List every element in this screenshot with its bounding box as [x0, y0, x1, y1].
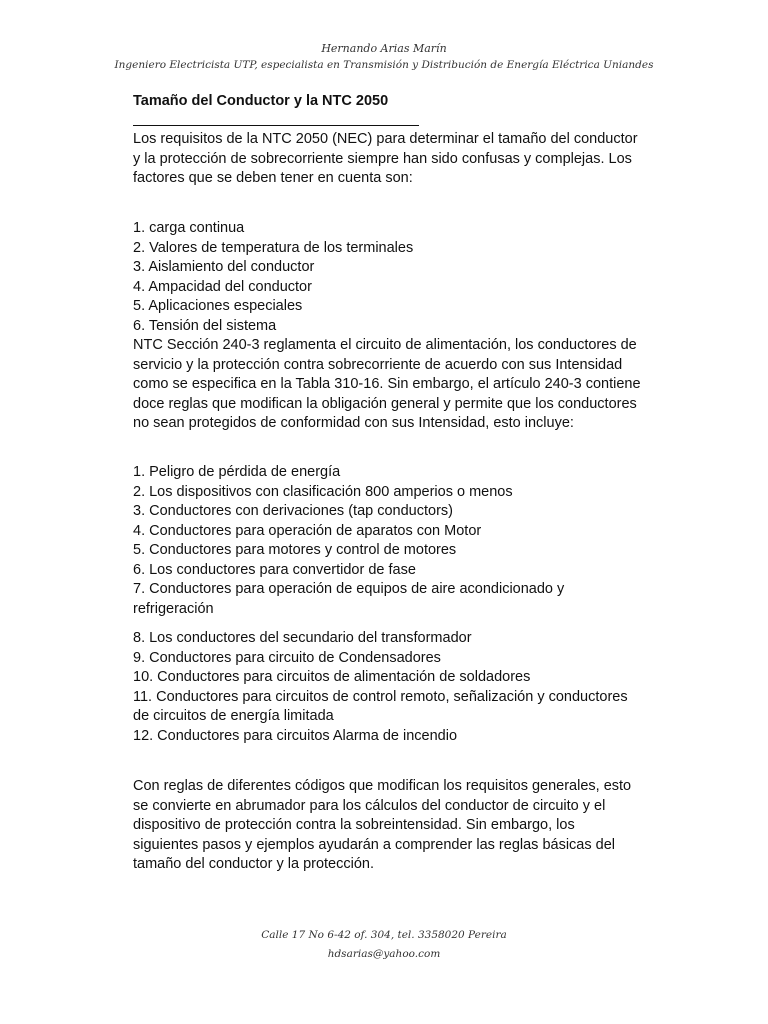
section-paragraph: NTC Sección 240-3 reglamenta el circuito de alimentación, los conductores de servicio y la protección contra sobrecorriente de acuerdo con sus Intensidad como se especifica en la Tabla 310-16. Sin embargo, el artículo 240-3 contiene doce reglas que modifican la obligación general y permite que los conductores no sean protegidos de conformidad con sus Intensidad, esto incluye: — [133, 337, 641, 431]
list-item: 8. Los conductores del secundario del transformador — [133, 630, 472, 646]
footer-email: hdsarias@yahoo.com — [327, 948, 441, 960]
list-item: 5. Conductores para motores y control de motores — [133, 542, 457, 558]
closing-block — [133, 777, 643, 875]
section-block — [133, 336, 643, 434]
header-author-name: Hernando Arias Marín — [321, 42, 447, 55]
list-item: 3. Conductores con derivaciones (tap conductors) — [133, 503, 453, 519]
list-item: 5. Aplicaciones especiales — [133, 298, 303, 314]
list-item: 4. Ampacidad del conductor — [133, 278, 312, 295]
list-item: 9. Conductores para circuito de Condensadores — [133, 649, 441, 666]
list-item: 6. Los conductores para convertidor de fase — [133, 561, 416, 578]
list-item: 2. Los dispositivos con clasificación 800 amperios o menos — [133, 483, 513, 500]
closing-paragraph: Con reglas de diferentes códigos que modifican los requisitos generales, esto se convierte en abrumador para los cálculos del conductor de circuito y el dispositivo de protección contra la sobreintensidad. Sin embargo, los siguientes pasos y ejemplos ayudarán a comprender las reglas básicas del tamaño del conductor y la protección. — [133, 778, 632, 872]
list-item: 10. Conductores para circuitos de alimentación de soldadores — [133, 669, 531, 685]
title-underline — [133, 125, 419, 126]
intro-paragraph: Los requisitos de la NTC 2050 (NEC) para determinar el tamaño del conductor y la protección de sobrecorriente siempre han sido confusas y complejas. Los factores que se deben tener en cuenta son: — [133, 131, 638, 186]
footer-address: Calle 17 No 6-42 of. 304, tel. 3358020 Pereira — [261, 929, 507, 941]
document-title: Tamaño del Conductor y la NTC 2050 — [133, 93, 389, 109]
list-item: 1. carga continua — [133, 220, 245, 236]
list-item: 4. Conductores para operación de aparatos con Motor — [133, 522, 482, 539]
factors-list — [133, 219, 643, 336]
list-item: 6. Tensión del sistema — [133, 317, 277, 334]
list-item: 12. Conductores para circuitos Alarma de incendio — [133, 727, 458, 744]
list-item: 1. Peligro de pérdida de energía — [133, 464, 341, 480]
rules-list-b — [133, 629, 643, 746]
list-item: 3. Aislamiento del conductor — [133, 259, 315, 275]
list-item: 2. Valores de temperatura de los terminales — [133, 239, 414, 256]
list-item: 7. Conductores para operación de equipos de aire acondicionado y refrigeración — [133, 581, 565, 617]
intro-block — [133, 130, 643, 189]
header-author-credentials: Ingeniero Electricista UTP, especialista en Transmisión y Distribución de Energía Eléctrica Uniandes — [114, 59, 654, 71]
list-item: 11. Conductores para circuitos de control remoto, señalización y conductores de circuitos de energía limitada — [133, 688, 628, 724]
rules-list-a — [133, 463, 643, 619]
